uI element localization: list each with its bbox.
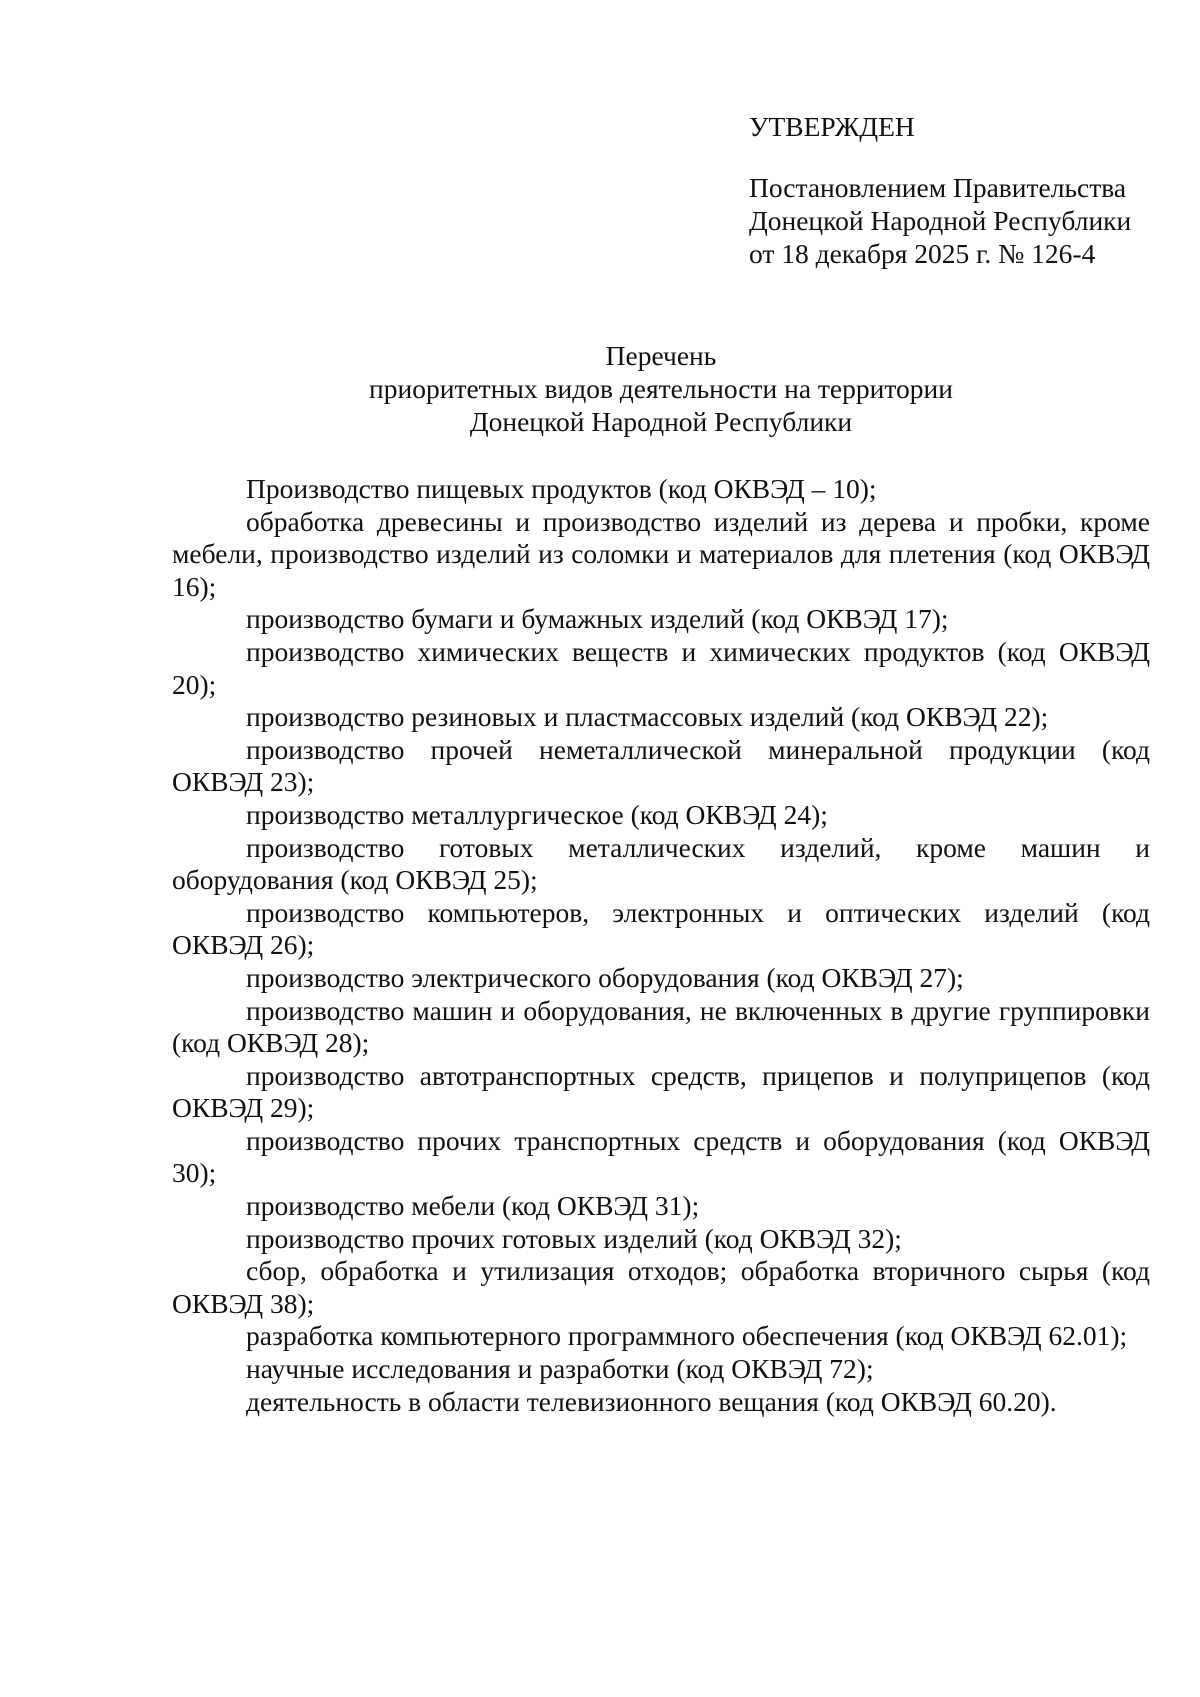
approval-line-date-number: от 18 декабря 2025 г. № 126-4: [749, 238, 1096, 269]
activity-list: [172, 473, 1150, 1418]
list-item: производство химических веществ и химических продуктов (код ОКВЭД 20);: [172, 635, 1150, 700]
list-item: производство прочих готовых изделий (код ОКВЭД 32);: [246, 1222, 902, 1254]
list-item: Производство пищевых продуктов (код ОКВЭД – 10);: [246, 473, 877, 504]
document-title: [172, 339, 1150, 438]
list-item: обработка древесины и производство изделий из дерева и пробки, кроме мебели, производство изделий из соломки и материалов для плетения (код ОКВЭД 16);: [172, 505, 1150, 602]
list-item: производство прочих транспортных средств и оборудования (код ОКВЭД 30);: [172, 1124, 1150, 1189]
list-item: производство автотранспортных средств, прицепов и полуприцепов (код ОКВЭД 29);: [172, 1059, 1150, 1124]
list-item: научные исследования и разработки (код ОКВЭД 72);: [246, 1353, 874, 1385]
list-item: производство резиновых и пластмассовых изделий (код ОКВЭД 22);: [246, 701, 1049, 733]
approval-block: [749, 110, 1169, 270]
list-item: разработка компьютерного программного обеспечения (код ОКВЭД 62.01);: [246, 1320, 1128, 1352]
approval-stamp: УТВЕРЖДЕН: [749, 111, 915, 142]
title-heading: Перечень: [605, 340, 717, 371]
title-subtitle-line-2: Донецкой Народной Республики: [469, 406, 853, 437]
list-item: производство бумаги и бумажных изделий (код ОКВЭД 17);: [246, 603, 949, 635]
approval-line-resolution: Постановлением Правительства: [749, 172, 1127, 203]
approval-line-republic: Донецкой Народной Республики: [749, 205, 1132, 236]
list-item: производство машин и оборудования, не включенных в другие группировки (код ОКВЭД 28);: [172, 994, 1150, 1059]
list-item: производство электрического оборудования (код ОКВЭД 27);: [246, 961, 964, 993]
list-item: производство готовых металлических изделий, кроме машин и оборудования (код ОКВЭД 25);: [172, 831, 1150, 896]
list-item: производство металлургическое (код ОКВЭД 24);: [246, 798, 828, 830]
list-item: производство прочей неметаллической минеральной продукции (код ОКВЭД 23);: [172, 733, 1150, 798]
list-item: сбор, обработка и утилизация отходов; обработка вторичного сырья (код ОКВЭД 38);: [172, 1255, 1150, 1319]
list-item: производство компьютеров, электронных и оптических изделий (код ОКВЭД 26);: [172, 896, 1150, 961]
title-subtitle-line-1: приоритетных видов деятельности на территории: [369, 373, 953, 404]
list-item: производство мебели (код ОКВЭД 31);: [246, 1190, 700, 1222]
list-item: деятельность в области телевизионного вещания (код ОКВЭД 60.20).: [246, 1385, 1057, 1417]
